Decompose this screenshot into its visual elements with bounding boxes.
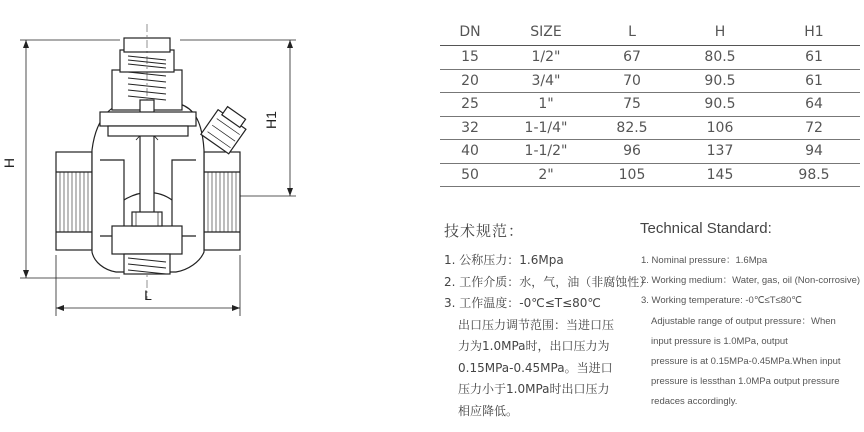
dim-h-label: H [1, 157, 17, 169]
dim-l-label: L [144, 287, 152, 303]
cell-l: 105 [618, 166, 646, 183]
cell-dn: 20 [461, 72, 479, 89]
header-l: L [628, 23, 636, 40]
list-item: 力为1.0MPa时，出口压力为 [458, 339, 610, 353]
cell-h1: 98.5 [798, 166, 830, 183]
cell-h: 137 [706, 143, 734, 160]
list-item: 1. 公称压力：1.6Mpa [444, 253, 564, 267]
header-h: H [714, 23, 726, 40]
cell-h1: 64 [805, 96, 823, 113]
table-row [440, 69, 860, 93]
cell-h: 80.5 [704, 49, 736, 66]
en-standard-list [641, 251, 860, 413]
cell-dn: 32 [461, 119, 479, 136]
cell-l: 75 [623, 96, 641, 113]
table-row [440, 163, 860, 187]
list-item: Adjustable range of output pressure：When [651, 315, 836, 327]
cell-size: 1" [538, 96, 554, 113]
dimension-table [440, 18, 860, 187]
cell-l: 67 [623, 49, 641, 66]
cell-dn: 15 [461, 49, 479, 66]
cn-standard-list [444, 250, 651, 422]
list-item: pressure is lessthan 1.0MPa output pressure [651, 376, 840, 388]
table-row [440, 46, 860, 70]
list-item: 3. Working temperature: -0℃≤T≤80℃ [641, 295, 802, 307]
list-item: redaces accordingly. [651, 396, 738, 408]
list-item: 3. 工作温度：-0℃≤T≤80℃ [444, 296, 601, 310]
table-row [440, 93, 860, 117]
header-size: SIZE [530, 23, 562, 40]
cn-standard-title: 技术规范： [444, 222, 525, 240]
list-item: 0.15MPa-0.45MPa。当进口 [458, 360, 613, 375]
cell-dn: 25 [461, 96, 479, 113]
cell-size: 1/2" [531, 49, 561, 66]
cell-dn: 40 [461, 143, 479, 160]
cell-l: 70 [623, 72, 641, 89]
en-standard-title: Technical Standard: [640, 220, 772, 237]
cell-h: 90.5 [704, 96, 736, 113]
cell-size: 1-1/4" [524, 119, 568, 136]
valve-technical-drawing [0, 0, 420, 432]
list-item: 2. Working medium：Water, gas, oil (Non-corrosive) [641, 275, 861, 287]
cell-dn: 50 [461, 166, 479, 183]
table-row [440, 140, 860, 164]
cell-h1: 72 [805, 119, 823, 136]
cell-h: 90.5 [704, 72, 736, 89]
cell-size: 2" [538, 166, 554, 183]
cell-l: 82.5 [616, 119, 648, 136]
cell-l: 96 [623, 143, 641, 160]
list-item: 1. Nominal pressure：1.6Mpa [641, 255, 768, 266]
cell-size: 1-1/2" [524, 143, 568, 160]
cell-h1: 94 [805, 143, 823, 160]
cell-h1: 61 [805, 72, 823, 89]
header-dn: DN [459, 23, 481, 40]
cell-size: 3/4" [531, 72, 561, 89]
cell-h: 145 [706, 166, 734, 183]
list-item: 2. 工作介质：水，气，油（非腐蚀性） [444, 274, 652, 289]
header-h1: H1 [804, 23, 824, 40]
table-row [440, 116, 860, 140]
dim-h1-label: H1 [263, 111, 279, 129]
list-item: 相应降低。 [458, 403, 519, 418]
list-item: 出口压力调节范围：当进口压 [458, 317, 615, 332]
list-item: 压力小于1.0MPa时出口压力 [458, 382, 610, 396]
cell-h: 106 [706, 119, 734, 136]
cell-h1: 61 [805, 49, 823, 66]
table-header-row [440, 18, 860, 46]
list-item: input pressure is 1.0MPa, output [651, 335, 788, 347]
list-item: pressure is at 0.15MPa-0.45MPa.When input [651, 356, 841, 368]
